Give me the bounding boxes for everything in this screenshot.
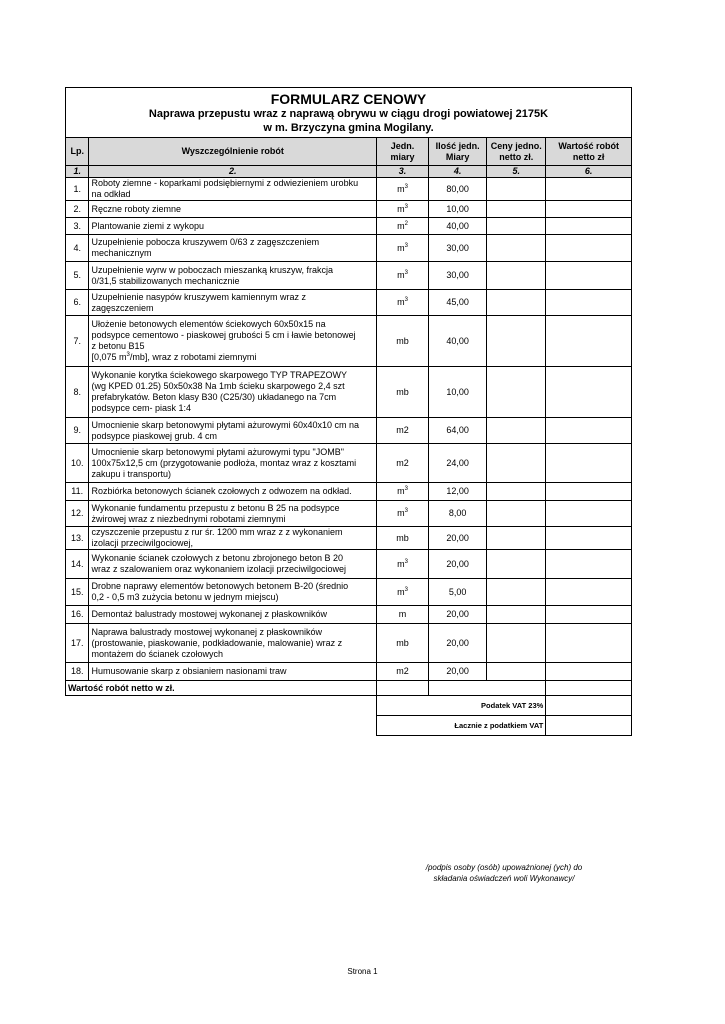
row-unit-exponent: 3 bbox=[404, 297, 408, 303]
row-qty: 24,00 bbox=[429, 444, 487, 483]
row-value[interactable] bbox=[546, 579, 632, 606]
row-desc bbox=[89, 501, 377, 527]
col-header-desc: Wyszczególnienie robót bbox=[89, 138, 377, 166]
row-desc-line: prefabrykatów. Beton klasy B30 (C25/30) układanego na 7cm bbox=[91, 392, 337, 402]
row-unit-exponent: 2 bbox=[404, 220, 408, 227]
price-form bbox=[65, 87, 632, 736]
row-lp: 6. bbox=[66, 290, 89, 316]
row-qty: 80,00 bbox=[429, 178, 487, 201]
row-desc-part-sup: 3 bbox=[126, 352, 130, 358]
table-row bbox=[66, 501, 632, 527]
row-lp: 15. bbox=[66, 579, 89, 606]
row-price[interactable] bbox=[487, 444, 546, 483]
row-unit-text: m2 bbox=[396, 457, 409, 468]
row-desc bbox=[89, 483, 377, 501]
row-price[interactable] bbox=[487, 606, 546, 624]
row-unit-exponent: 3 bbox=[404, 270, 408, 276]
col-number-6: 6. bbox=[546, 166, 632, 178]
row-desc-line: na odkład bbox=[91, 189, 131, 199]
row-unit bbox=[377, 501, 429, 527]
row-desc-line: podsypce cem- piask 1:4 bbox=[91, 403, 192, 413]
row-unit bbox=[377, 579, 429, 606]
row-lp: 3. bbox=[66, 218, 89, 235]
row-value[interactable] bbox=[546, 178, 632, 201]
table-row bbox=[66, 663, 632, 681]
table-row bbox=[66, 550, 632, 579]
row-qty: 20,00 bbox=[429, 663, 487, 681]
row-unit bbox=[377, 418, 429, 444]
table-row bbox=[66, 527, 632, 550]
row-desc bbox=[89, 201, 377, 218]
row-unit-exponent: 3 bbox=[404, 586, 408, 593]
row-price[interactable] bbox=[487, 663, 546, 681]
row-unit-exponent: 3 bbox=[404, 508, 408, 514]
row-value[interactable] bbox=[546, 444, 632, 483]
row-unit bbox=[377, 483, 429, 501]
gross-label: Łacznie z podatkiem VAT bbox=[377, 716, 546, 736]
signature-caption bbox=[404, 862, 604, 884]
row-desc-line: Wykonanie fundamentu przepustu z betonu B 25 na podsypce bbox=[91, 502, 340, 513]
row-desc-line: (wg KPED 01.25) 50x50x38 Na 1mb ścieku skarpowego 2,4 szt bbox=[91, 381, 345, 391]
col-header-value bbox=[546, 138, 632, 166]
row-desc bbox=[89, 606, 377, 624]
row-lp: 1. bbox=[66, 178, 89, 201]
row-desc-part-post: /mb], wraz z robotami ziemnymi bbox=[129, 352, 257, 362]
row-value[interactable] bbox=[546, 367, 632, 418]
row-value[interactable] bbox=[546, 663, 632, 681]
row-unit-exponent: 3 bbox=[404, 242, 408, 249]
row-value[interactable] bbox=[546, 418, 632, 444]
row-unit-text: m bbox=[397, 203, 405, 214]
net-total-spacer bbox=[377, 681, 429, 696]
row-price[interactable] bbox=[487, 235, 546, 262]
row-unit-text: m bbox=[397, 508, 405, 518]
row-unit bbox=[377, 262, 429, 290]
row-qty: 10,00 bbox=[429, 367, 487, 418]
row-desc bbox=[89, 527, 377, 550]
row-desc-line: wraz z szalowaniem oraz wykonaniem izolacji przeciwilgociowej bbox=[91, 564, 347, 574]
row-value[interactable] bbox=[546, 201, 632, 218]
row-unit bbox=[377, 178, 429, 201]
row-qty: 40,00 bbox=[429, 218, 487, 235]
row-desc-line: montażem do ścianek czołowych bbox=[91, 648, 224, 659]
vat-value[interactable] bbox=[546, 696, 632, 716]
row-desc-line: Roboty ziemne - koparkami podsiębiernymi z odwiezieniem urobku bbox=[91, 178, 359, 188]
row-desc-line: z betonu B15 bbox=[91, 341, 145, 351]
row-unit-text: m bbox=[397, 486, 405, 496]
gross-row bbox=[66, 716, 632, 736]
col-header-value-l1: Wartość robót bbox=[558, 140, 619, 151]
row-qty: 5,00 bbox=[429, 579, 487, 606]
row-price[interactable] bbox=[487, 316, 546, 367]
vat-spacer bbox=[66, 696, 377, 716]
row-lp: 10. bbox=[66, 444, 89, 483]
net-total-blank bbox=[429, 681, 546, 696]
row-unit-exponent: 3 bbox=[404, 183, 408, 190]
row-price[interactable] bbox=[487, 367, 546, 418]
row-desc bbox=[89, 218, 377, 235]
col-header-lp: Lp. bbox=[66, 138, 89, 166]
table-row bbox=[66, 606, 632, 624]
row-qty: 20,00 bbox=[429, 624, 487, 663]
row-qty: 12,00 bbox=[429, 483, 487, 501]
row-price[interactable] bbox=[487, 178, 546, 201]
net-total-row bbox=[66, 681, 632, 696]
row-qty: 45,00 bbox=[429, 290, 487, 316]
row-desc-line: Ułożenie betonowych elementów ściekowych 60x50x15 na bbox=[91, 319, 326, 329]
row-value[interactable] bbox=[546, 606, 632, 624]
row-price[interactable] bbox=[487, 579, 546, 606]
table-row bbox=[66, 483, 632, 501]
row-desc-line: Umocnienie skarp betonowymi płytami ażurowymi 60x40x10 cm na bbox=[91, 419, 360, 430]
row-desc bbox=[89, 178, 377, 201]
table-row bbox=[66, 367, 632, 418]
row-desc-line: 100x75x12,5 cm (przygotowanie podłoża, montaz wraz z kosztami bbox=[91, 457, 357, 468]
row-desc-line: zagęszczeniem bbox=[91, 302, 154, 313]
col-header-qty-l1: Ilość jedn. bbox=[435, 140, 480, 151]
row-desc bbox=[89, 367, 377, 418]
column-header-row bbox=[66, 138, 632, 166]
row-unit-text: m2 bbox=[396, 666, 409, 676]
row-lp: 9. bbox=[66, 418, 89, 444]
row-value[interactable] bbox=[546, 624, 632, 663]
row-unit-text: mb bbox=[396, 532, 409, 543]
row-desc bbox=[89, 290, 377, 316]
table-row bbox=[66, 290, 632, 316]
row-desc-line: czyszczenie przepustu z rur śr. 1200 mm wraz z z wykonaniem bbox=[91, 527, 343, 537]
row-desc bbox=[89, 444, 377, 483]
row-price[interactable] bbox=[487, 550, 546, 579]
table-row bbox=[66, 624, 632, 663]
col-header-qty-l2: Miary bbox=[445, 151, 470, 162]
row-unit-text: m bbox=[397, 183, 405, 194]
row-unit-text: m bbox=[397, 558, 405, 569]
row-price[interactable] bbox=[487, 501, 546, 527]
signature-line1: /podpis osoby (osób) upoważnionej (ych) do bbox=[425, 863, 583, 872]
col-number-3: 3. bbox=[377, 166, 429, 178]
column-number-row bbox=[66, 166, 632, 178]
row-desc-line: podsypce cementowo - piaskowej grubości 5 cm i ławie betonowej bbox=[91, 330, 356, 340]
row-desc-line: Uzupełnienie pobocza kruszywem 0/63 z zagęszczeniem bbox=[91, 237, 320, 247]
col-header-qty bbox=[429, 138, 487, 166]
row-unit bbox=[377, 624, 429, 663]
row-value[interactable] bbox=[546, 290, 632, 316]
gross-value[interactable] bbox=[546, 716, 632, 736]
row-qty: 20,00 bbox=[429, 527, 487, 550]
page-footer: Strona 1 bbox=[347, 967, 378, 976]
row-desc bbox=[89, 262, 377, 290]
row-desc-line: Drobne naprawy elementów betonowych betonem B-20 (średnio bbox=[91, 581, 349, 591]
row-price[interactable] bbox=[487, 218, 546, 235]
col-header-unit-l2: miary bbox=[390, 151, 415, 162]
table-row bbox=[66, 178, 632, 201]
row-value[interactable] bbox=[546, 218, 632, 235]
row-unit-exponent: 3 bbox=[404, 558, 408, 565]
form-title: FORMULARZ CENOWY bbox=[270, 90, 427, 107]
row-unit-text: m bbox=[398, 609, 407, 619]
col-number-4: 4. bbox=[429, 166, 487, 178]
row-qty: 30,00 bbox=[429, 235, 487, 262]
row-qty: 20,00 bbox=[429, 606, 487, 624]
row-desc-line: Naprawa balustrady mostowej wykonanej z płaskowników bbox=[91, 626, 323, 637]
row-desc bbox=[89, 663, 377, 681]
row-desc bbox=[89, 316, 377, 367]
col-header-price-l1: Ceny jedno. bbox=[490, 140, 542, 151]
row-unit bbox=[377, 235, 429, 262]
row-desc bbox=[89, 550, 377, 579]
row-desc-line: Wykonanie ścianek czołowych z betonu zbrojonego beton B 20 bbox=[91, 553, 344, 563]
row-value[interactable] bbox=[546, 550, 632, 579]
gross-spacer bbox=[66, 716, 377, 736]
row-lp: 18. bbox=[66, 663, 89, 681]
row-unit-text: m bbox=[397, 242, 405, 253]
col-header-unit bbox=[377, 138, 429, 166]
row-desc-line: Plantowanie ziemi z wykopu bbox=[91, 220, 205, 231]
row-lp: 14. bbox=[66, 550, 89, 579]
row-qty: 10,00 bbox=[429, 201, 487, 218]
row-unit bbox=[377, 444, 429, 483]
col-header-price-l2: netto zł. bbox=[499, 151, 534, 162]
col-number-5: 5. bbox=[487, 166, 546, 178]
row-qty: 30,00 bbox=[429, 262, 487, 290]
row-desc-part-pre: [0,075 m bbox=[91, 352, 127, 362]
row-unit bbox=[377, 218, 429, 235]
row-price[interactable] bbox=[487, 201, 546, 218]
row-desc-line: mechanicznym bbox=[91, 248, 152, 258]
row-unit bbox=[377, 550, 429, 579]
row-unit bbox=[377, 606, 429, 624]
form-header bbox=[66, 88, 632, 138]
row-value[interactable] bbox=[546, 527, 632, 550]
row-desc-line: izolacji przeciwilgociowej, bbox=[91, 538, 193, 548]
price-table bbox=[65, 87, 632, 736]
vat-row bbox=[66, 696, 632, 716]
row-desc-line: podsypce piaskowej grub. 4 cm bbox=[91, 430, 218, 441]
signature-line2: składania oświadczeń woli Wykonawcy/ bbox=[433, 874, 575, 883]
row-unit bbox=[377, 367, 429, 418]
table-row bbox=[66, 262, 632, 290]
row-price[interactable] bbox=[487, 483, 546, 501]
col-number-1: 1. bbox=[66, 166, 89, 178]
table-row bbox=[66, 444, 632, 483]
row-lp: 13. bbox=[66, 527, 89, 550]
table-row bbox=[66, 316, 632, 367]
row-unit-exponent: 3 bbox=[404, 203, 408, 210]
row-value[interactable] bbox=[546, 262, 632, 290]
row-value[interactable] bbox=[546, 483, 632, 501]
row-value[interactable] bbox=[546, 316, 632, 367]
net-total-value[interactable] bbox=[546, 681, 632, 696]
row-unit bbox=[377, 663, 429, 681]
row-unit-text: m bbox=[397, 270, 405, 280]
table-row bbox=[66, 218, 632, 235]
row-price[interactable] bbox=[487, 527, 546, 550]
row-desc bbox=[89, 579, 377, 606]
row-desc-line: Wykonanie korytka ściekowego skarpowego TYP TRAPEZOWY bbox=[91, 370, 347, 380]
row-price[interactable] bbox=[487, 418, 546, 444]
row-lp: 12. bbox=[66, 501, 89, 527]
row-unit-text: mb bbox=[396, 335, 409, 346]
col-header-price bbox=[487, 138, 546, 166]
vat-label: Podatek VAT 23% bbox=[377, 696, 546, 716]
row-qty: 64,00 bbox=[429, 418, 487, 444]
row-unit-text: m2 bbox=[396, 425, 409, 435]
net-total-label: Wartość robót netto w zł. bbox=[66, 681, 377, 696]
row-desc-line: Umocnienie skarp betonowymi płytami ażurowymi typu "JOMB" bbox=[91, 446, 344, 457]
row-lp: 11. bbox=[66, 483, 89, 501]
row-desc-line: (prostowanie, piaskowanie, podkładowanie, malowanie) wraz z bbox=[91, 637, 343, 648]
form-subtitle-line2: w m. Brzyczyna gmina Mogilany. bbox=[263, 121, 434, 134]
row-lp: 4. bbox=[66, 235, 89, 262]
row-desc-line: Rozbiórka betonowych ścianek czołowych z odwozem na odkład. bbox=[91, 486, 352, 496]
col-number-2: 2. bbox=[89, 166, 377, 178]
row-unit bbox=[377, 527, 429, 550]
row-unit-text: mb bbox=[396, 637, 409, 648]
row-qty: 8,00 bbox=[429, 501, 487, 527]
row-price[interactable] bbox=[487, 262, 546, 290]
row-price[interactable] bbox=[487, 290, 546, 316]
col-header-value-l2: netto zł bbox=[572, 151, 605, 162]
row-qty: 40,00 bbox=[429, 316, 487, 367]
table-row bbox=[66, 418, 632, 444]
table-row bbox=[66, 201, 632, 218]
row-value[interactable] bbox=[546, 235, 632, 262]
row-desc bbox=[89, 418, 377, 444]
row-qty: 20,00 bbox=[429, 550, 487, 579]
row-desc-line bbox=[91, 352, 374, 363]
row-desc-line: Uzupełnienie nasypów kruszywem kamiennym wraz z bbox=[91, 291, 307, 302]
row-lp: 17. bbox=[66, 624, 89, 663]
table-row bbox=[66, 235, 632, 262]
row-lp: 16. bbox=[66, 606, 89, 624]
row-unit-text: m bbox=[397, 586, 405, 597]
row-unit bbox=[377, 201, 429, 218]
row-unit-text: m bbox=[397, 220, 405, 231]
row-desc-line: Uzupełnienie wyrw w poboczach mieszanką kruszyw, frakcja bbox=[91, 264, 334, 275]
row-lp: 7. bbox=[66, 316, 89, 367]
row-unit bbox=[377, 316, 429, 367]
row-desc-line: Demontaż balustrady mostowej wykonanej z płaskowników bbox=[91, 609, 328, 619]
form-subtitle-line1: Naprawa przepustu wraz z naprawą obrywu w ciągu drogi powiatowej 2175K bbox=[148, 107, 549, 120]
row-desc bbox=[89, 235, 377, 262]
table-row bbox=[66, 579, 632, 606]
row-unit-text: m bbox=[397, 297, 405, 307]
row-unit-exponent: 3 bbox=[404, 486, 408, 492]
col-header-unit-l1: Jedn. bbox=[390, 140, 415, 151]
row-price[interactable] bbox=[487, 624, 546, 663]
row-desc-line: Ręczne roboty ziemne bbox=[91, 203, 181, 214]
row-desc-line: 0/31,5 stabilizowanych mechanicznie bbox=[91, 275, 240, 286]
row-desc-line: Humusowanie skarp z obsianiem nasionami traw bbox=[91, 666, 287, 676]
row-desc bbox=[89, 624, 377, 663]
row-desc-line: 0,2 - 0,5 m3 zużycia betonu w jednym miejscu) bbox=[91, 592, 279, 602]
row-lp: 5. bbox=[66, 262, 89, 290]
row-value[interactable] bbox=[546, 501, 632, 527]
row-desc-line: zakupu i transportu) bbox=[91, 468, 171, 479]
row-lp: 2. bbox=[66, 201, 89, 218]
row-unit-text: mb bbox=[396, 386, 409, 397]
row-desc-line: żwirowej wraz z niezbednymi robotami ziemnymi bbox=[91, 513, 286, 524]
row-unit bbox=[377, 290, 429, 316]
row-lp: 8. bbox=[66, 367, 89, 418]
